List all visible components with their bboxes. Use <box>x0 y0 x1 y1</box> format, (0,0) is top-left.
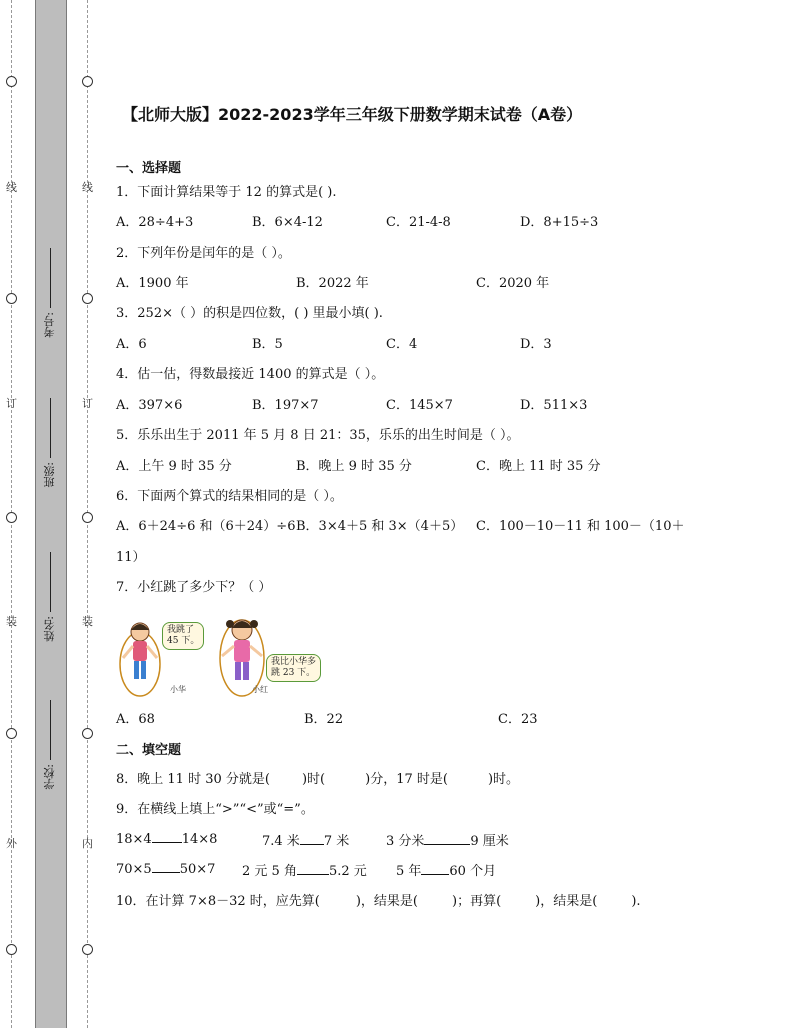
option[interactable]: B．晚上 9 时 35 分 <box>296 459 412 474</box>
field-label: 考号: <box>43 312 56 338</box>
text: 10．在计算 7×8－32 时，应先算( <box>116 894 320 909</box>
question-2-options <box>116 272 676 290</box>
option[interactable]: A．397×6 <box>116 398 183 413</box>
text: )时。 <box>487 772 520 787</box>
option[interactable]: A．1900 年 <box>116 276 189 291</box>
option[interactable]: C．4 <box>386 337 418 352</box>
field-label: 学校: <box>43 764 56 790</box>
compare-item[interactable]: 18×4 14×8 <box>116 832 218 847</box>
option[interactable]: C．23 <box>498 712 538 727</box>
punch-hole <box>82 76 93 87</box>
question-7: 7．小红跳了多少下？（ ） <box>116 580 272 595</box>
text: )，结果是( <box>355 894 419 909</box>
punch-hole <box>6 944 17 955</box>
option[interactable]: A．68 <box>116 712 155 727</box>
option[interactable]: C．2020 年 <box>476 276 550 291</box>
option[interactable]: B．5 <box>252 337 283 352</box>
text: )时( <box>301 772 326 787</box>
text: )；再算( <box>452 894 502 909</box>
question-10 <box>116 890 641 909</box>
question-4: 4．估一估，得数最接近 1400 的算式是（ ）。 <box>116 367 385 382</box>
option[interactable]: A．6 <box>116 337 147 352</box>
option[interactable]: D．3 <box>520 337 552 352</box>
speech-bubble-left <box>162 622 204 650</box>
text: )分，17 时是( <box>365 772 448 787</box>
punch-hole <box>6 76 17 87</box>
margin-char-xian: 线 <box>6 181 17 194</box>
punch-hole <box>82 512 93 523</box>
question-9-row-1 <box>116 830 676 848</box>
section-heading-fill: 二、填空题 <box>116 743 182 758</box>
margin-char-ding: 订 <box>82 397 93 410</box>
compare-item[interactable]: 5 年 60 个月 <box>396 864 497 879</box>
margin-char-xian: 线 <box>82 181 93 194</box>
bubble-line: 我比小华多 <box>271 657 317 667</box>
option[interactable]: A．6＋24÷6 和（6＋24）÷6 <box>116 519 296 534</box>
option[interactable]: C．晚上 11 时 35 分 <box>476 459 601 474</box>
question-8 <box>116 768 519 787</box>
punch-hole <box>6 512 17 523</box>
question-4-options <box>116 394 676 412</box>
question-5-options <box>116 455 676 473</box>
option[interactable]: B．6×4-12 <box>252 215 323 230</box>
option[interactable]: D．511×3 <box>520 398 588 413</box>
question-2: 2．下列年份是闰年的是（ ）。 <box>116 246 291 261</box>
text: 8．晚上 11 时 30 分就是( <box>116 772 270 787</box>
punch-hole <box>82 944 93 955</box>
page-title: 【北师大版】2022-2023学年三年级下册数学期末试卷（A卷） <box>122 105 583 124</box>
section-heading-choice: 一、选择题 <box>116 161 182 176</box>
text: ). <box>631 894 641 909</box>
margin-char-nei: 内 <box>82 837 93 850</box>
question-6-option-continued: 11） <box>116 550 146 565</box>
question-5: 5．乐乐出生于 2011 年 5 月 8 日 21：35，乐乐的出生时间是（ ）。 <box>116 428 520 443</box>
field-school[interactable] <box>42 700 58 790</box>
option[interactable]: B．22 <box>304 712 344 727</box>
option[interactable]: C．100－10－11 和 100－（10＋ <box>476 519 685 534</box>
option[interactable]: B．3×4＋5 和 3×（4＋5） <box>296 519 464 534</box>
bubble-line: 跳 23 下。 <box>271 668 316 678</box>
option[interactable]: C．21-4-8 <box>386 215 451 230</box>
option[interactable]: C．145×7 <box>386 398 453 413</box>
punch-hole <box>6 728 17 739</box>
compare-item[interactable]: 3 分米 9 厘米 <box>386 834 509 849</box>
question-1: 1．下面计算结果等于 12 的算式是( ). <box>116 185 337 200</box>
field-class[interactable] <box>42 398 58 488</box>
question-3: 3．252×（ ）的积是四位数，( ) 里最小填( ). <box>116 306 383 321</box>
field-label: 姓名: <box>43 616 56 642</box>
option[interactable]: B．197×7 <box>252 398 319 413</box>
compare-item[interactable]: 7.4 米 7 米 <box>262 834 350 849</box>
text: )，结果是( <box>535 894 598 909</box>
question-7-options <box>116 708 676 726</box>
compare-item[interactable]: 2 元 5 角 5.2 元 <box>242 864 367 879</box>
skipping-rope-illustration <box>118 608 328 700</box>
field-label: 班级: <box>43 462 56 488</box>
option[interactable]: D．8+15÷3 <box>520 215 599 230</box>
question-9: 9．在横线上填上“>”“<”或“=”。 <box>116 802 314 817</box>
question-6-options <box>116 515 685 534</box>
caption-xiaohong: 小红 <box>252 685 268 694</box>
punch-hole <box>82 293 93 304</box>
margin-char-zhuang: 装 <box>82 615 93 628</box>
binding-strip <box>35 0 67 1028</box>
punch-hole <box>82 728 93 739</box>
compare-item[interactable]: 70×5 50×7 <box>116 862 216 877</box>
margin-char-ding: 订 <box>6 397 17 410</box>
question-1-options <box>116 211 676 229</box>
punch-hole <box>6 293 17 304</box>
bubble-line: 我跳了 <box>167 625 195 635</box>
option[interactable]: A．上午 9 时 35 分 <box>116 459 232 474</box>
margin-char-zhuang: 装 <box>6 615 17 628</box>
option[interactable]: B．2022 年 <box>296 276 369 291</box>
question-9-row-2 <box>116 860 676 878</box>
field-exam-number[interactable] <box>42 248 58 338</box>
speech-bubble-right <box>266 654 321 682</box>
bubble-line: 45 下。 <box>167 636 200 646</box>
caption-xiaohua: 小华 <box>170 685 186 694</box>
field-name[interactable] <box>42 552 58 642</box>
option[interactable]: A．28÷4+3 <box>116 215 194 230</box>
question-6: 6．下面两个算式的结果相同的是（ ）。 <box>116 489 343 504</box>
question-3-options <box>116 333 676 351</box>
margin-char-wai: 外 <box>6 837 17 850</box>
